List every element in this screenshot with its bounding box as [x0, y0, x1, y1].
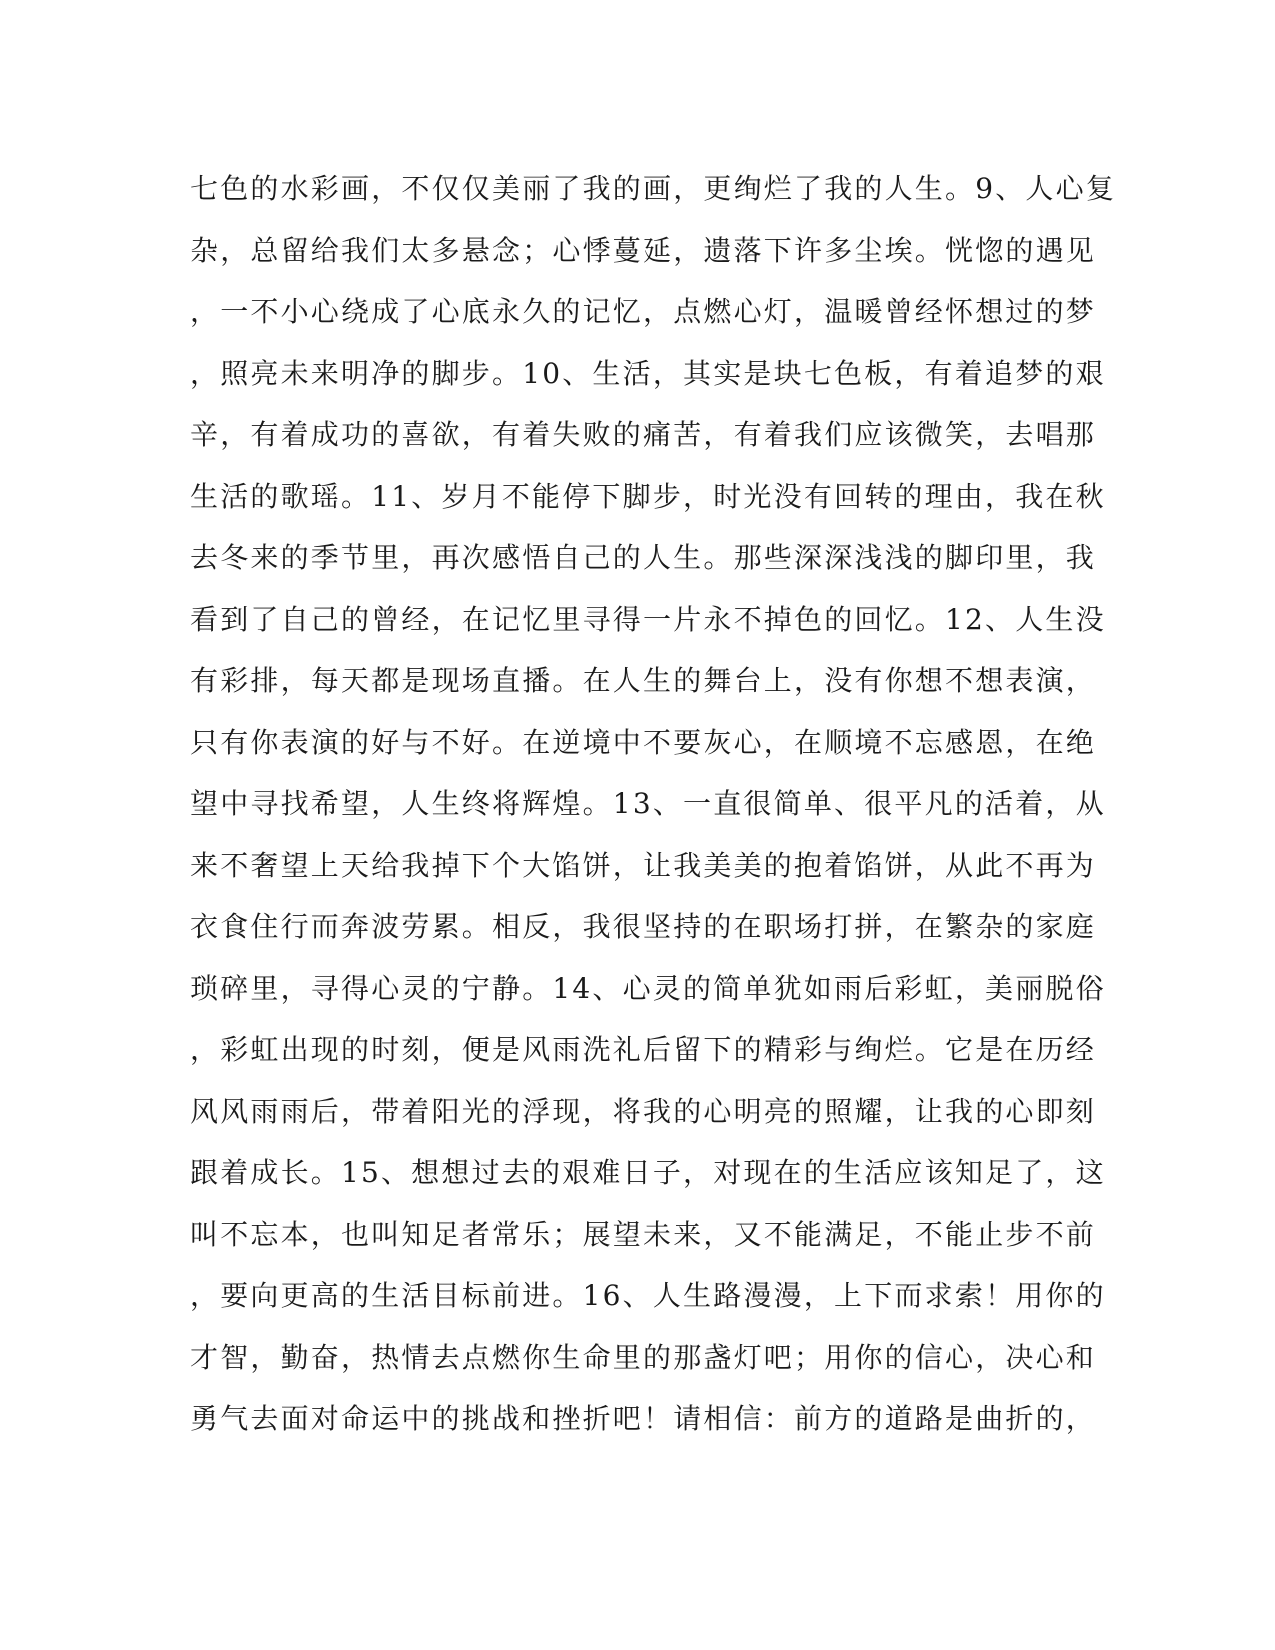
text-line: 望中寻找希望，人生终将辉煌。13、一直很简单、很平凡的活着，从 [190, 787, 1106, 820]
text-line: 生活的歌瑶。11、岁月不能停下脚步，时光没有回转的理由，我在秋 [190, 479, 1106, 513]
text-line: 才智，勤奋，热情去点燃你生命里的那盏灯吧；用你的信心，决心和 [190, 1340, 1097, 1374]
text-line: 有彩排，每天都是现场直播。在人生的舞台上，没有你想不想表演， [190, 664, 1097, 697]
text-line: 风风雨雨后，带着阳光的浮现，将我的心明亮的照耀，让我的心即刻 [190, 1094, 1097, 1128]
text-line: 琐碎里，寻得心灵的宁静。14、心灵的简单犹如雨后彩虹，美丽脱俗 [190, 971, 1106, 1005]
text-line: ，照亮未来明净的脚步。10、生活，其实是块七色板，有着追梦的艰 [190, 356, 1106, 390]
text-line: 跟着成长。15、想想过去的艰难日子，对现在的生活应该知足了，这 [190, 1156, 1106, 1189]
text-line: 来不奢望上天给我掉下个大馅饼，让我美美的抱着馅饼，从此不再为 [190, 848, 1097, 882]
text-line: ，彩虹出现的时刻，便是风雨洗礼后留下的精彩与绚烂。它是在历经 [190, 1033, 1097, 1066]
text-line: 七色的水彩画，不仅仅美丽了我的画，更绚烂了我的人生。9、人心复 [190, 172, 1117, 205]
text-line: ，要向更高的生活目标前进。16、人生路漫漫，上下而求索！用你的 [190, 1279, 1106, 1312]
text-line: 叫不忘本，也叫知足者常乐；展望未来，又不能满足，不能止步不前 [190, 1217, 1097, 1251]
text-line: 看到了自己的曾经，在记忆里寻得一片永不掉色的回忆。12、人生没 [190, 602, 1106, 636]
body-text [190, 158, 1117, 1450]
text-line: 只有你表演的好与不好。在逆境中不要灰心，在顺境不忘感恩，在绝 [190, 725, 1097, 759]
text-line: 勇气去面对命运中的挑战和挫折吧！请相信：前方的道路是曲折的， [190, 1402, 1097, 1435]
text-line: 衣食住行而奔波劳累。相反，我很坚持的在职场打拼，在繁杂的家庭 [190, 910, 1097, 943]
text-line: ，一不小心绕成了心底永久的记忆，点燃心灯，温暖曾经怀想过的梦 [190, 295, 1097, 328]
text-line: 辛，有着成功的喜欲，有着失败的痛苦，有着我们应该微笑，去唱那 [190, 418, 1097, 451]
text-line: 杂，总留给我们太多悬念；心悸蔓延，遗落下许多尘埃。恍惚的遇见 [190, 233, 1097, 267]
text-line: 去冬来的季节里，再次感悟自己的人生。那些深深浅浅的脚印里，我 [190, 541, 1097, 574]
